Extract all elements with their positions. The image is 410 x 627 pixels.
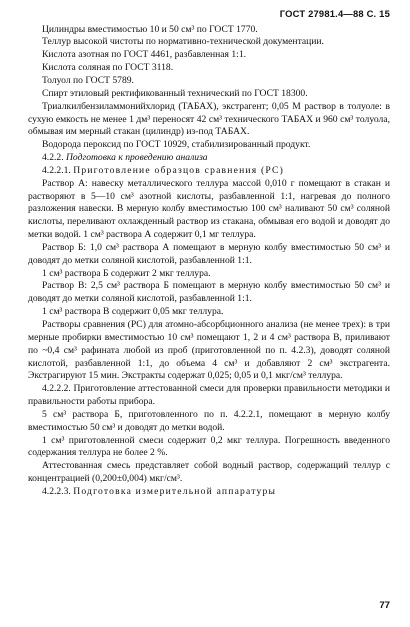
- section-number: 4.2.2.1.: [42, 164, 71, 176]
- paragraph: 1 см³ приготовленной смеси содержит 0,2 мкг теллура. Погрешность введенного содержания теллура не более 2 %.: [28, 434, 390, 459]
- paragraph: Раствор В: 2,5 см³ раствора Б помещают в мерную колбу вместимостью 50 см³ и доводят до метки соляной кислотой, разбавленной 1:1.: [28, 280, 390, 305]
- paragraph: 1 см³ раствора В содержит 0,05 мкг теллура.: [42, 306, 224, 318]
- page-header: ГОСТ 27981.4—88 С. 15: [279, 8, 390, 19]
- paragraph: Водорода пероксид по ГОСТ 10929, стабилизированный продукт.: [42, 139, 311, 151]
- paragraph: 5 см³ раствора Б, приготовленного по п. 4.2.2.1, помещают в мерную колбу вместимостью 50 см³ и доводят до метки водой.: [28, 408, 390, 433]
- paragraph: Теллур высокой чистоты по нормативно-технической документации.: [42, 36, 324, 48]
- section-text: Приготовление аттестованной смеси для проверки правильности методики и правильности работы прибора.: [28, 383, 390, 408]
- section-heading-4-2-2-1: [28, 165, 390, 178]
- section-number: 4.2.2.2.: [42, 383, 71, 395]
- paragraph: Аттестованная смесь представляет собой водный раствор, содержащий теллур с концентрацией (0,200±0,004) мкг/см³.: [28, 460, 390, 485]
- section-title: Приготовление образцов сравнения (РС): [73, 164, 284, 176]
- paragraph: Раствор А: навеску металлического теллура массой 0,010 г помещают в стакан и растворяют в 5—10 см³ азотной кислоты, разбавленной 1:1, нагревая до полного разложения навески. В мерную колбу вместимостью 100 см³ наливают 50 см³ соляной кислоты, переливают охлажденный раствор из стакана, обмывая его водой и доводят до метки водой. 1 см³ раствора А содержит 0,1 мг теллура.: [28, 177, 390, 241]
- section-title: Подготовка измерительной аппаратуры: [73, 485, 277, 497]
- paragraph: Кислота азотная по ГОСТ 4461, разбавленная 1:1.: [42, 49, 247, 61]
- section-heading-4-2-2-3: [28, 486, 390, 499]
- paragraph: 1 см³ раствора Б содержит 2 мкг теллура.: [42, 267, 211, 279]
- paragraph: Кислота соляная по ГОСТ 3118.: [42, 62, 174, 74]
- section-heading-4-2-2: [28, 152, 390, 165]
- section-title: Подготовка к проведению анализа: [66, 152, 208, 164]
- paragraph: Цилиндры вместимостью 10 и 50 см³ по ГОСТ 1770.: [42, 23, 258, 35]
- paragraph: Спирт этиловый ректификованный технический по ГОСТ 18300.: [42, 87, 308, 99]
- paragraph: Толуол по ГОСТ 5789.: [42, 74, 134, 86]
- section-number: 4.2.2.3.: [42, 485, 71, 497]
- paragraph: Триалкилбензиламмонийхлорид (ТАБАХ), экстрагент; 0,05 М раствор в толуоле: в сухую емкость не менее 1 дм³ переносят 42 см³ технического ТАБАХ и 960 см³ толуола, обмывая им мерный стакан (цилиндр) из-под ТАБАХ.: [28, 100, 390, 138]
- paragraph: Раствор Б: 1,0 см³ раствора А помещают в мерную колбу вместимостью 50 см³ и доводят до метки соляной кислотой, разбавленной 1:1.: [28, 241, 390, 266]
- document-body: [28, 24, 390, 499]
- section-heading-4-2-2-2: [28, 383, 390, 409]
- paragraph: Растворы сравнения (РС) для атомно-абсорбционного анализа (не менее трех): в три мерные пробирки вместимостью 10 см³ помещают 1, 2 и 4 см³ раствора В, приливают по ~0,4 см³ рафината любой из проб (приготовленной по п. 4.2.3), доводят соляной кислотой, разбавленной 1:1, до объема 4 см³ и добавляют 2 см³ экстрагента. Экстрагируют 15 мин. Экстракты содержат 0,025; 0,05 и 0,1 мкг/см³ теллура.: [28, 319, 390, 382]
- page-number: 77: [379, 600, 390, 612]
- section-number: 4.2.2.: [42, 152, 64, 164]
